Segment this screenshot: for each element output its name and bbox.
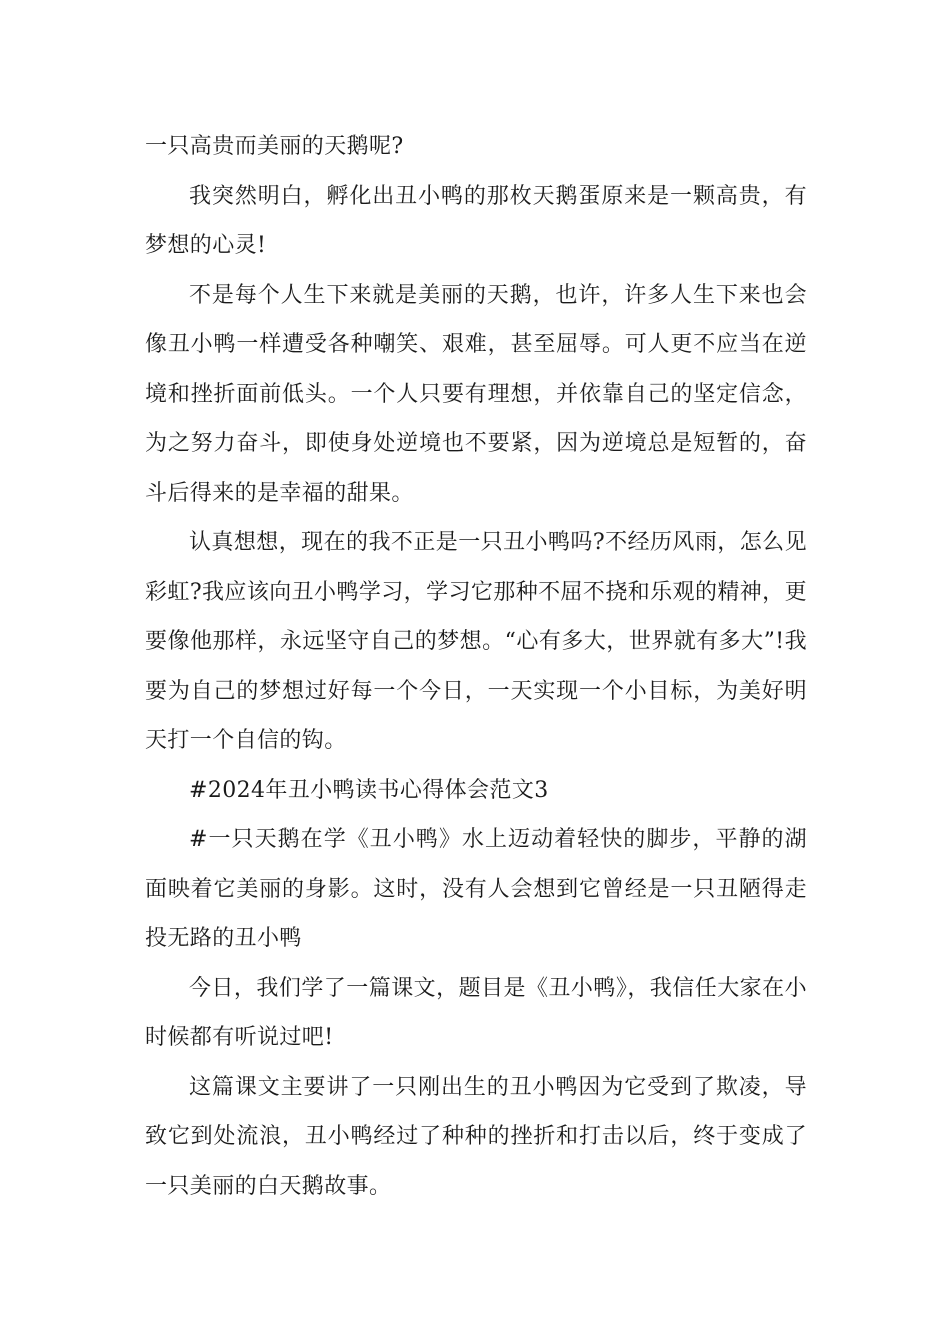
paragraph-3: 不是每个人生下来就是美丽的天鹅，也许，许多人生下来也会像丑小鸭一样遭受各种嘲笑、艰难，甚至屈辱。可人更不应当在逆境和挫折面前低头。一个人只要有理想，并依靠自己的坚定信念，为之努力奋斗，即使身处逆境也不要紧，因为逆境总是短暂的，奋斗后得来的是幸福的甜果。 — [145, 282, 807, 506]
paragraph-6: 今日，我们学了一篇课文，题目是《丑小鸭》，我信任大家在小时候都有听说过吧! — [145, 975, 807, 1050]
document-body — [145, 122, 807, 1211]
paragraph-4: 认真想想，现在的我不正是一只丑小鸭吗?不经历风雨，怎么见彩虹?我应该向丑小鸭学习，学习它那种不屈不挠和乐观的精神，更要像他那样，永远坚守自己的梦想。“心有多大，世界就有多大”!我要为自己的梦想过好每一个今日，一天实现一个小目标，为美好明天打一个自信的钩。 — [145, 530, 807, 753]
paragraph-2: 我突然明白，孵化出丑小鸭的那枚天鹅蛋原来是一颗高贵，有梦想的心灵! — [145, 183, 807, 258]
paragraph-1: 一只高贵而美丽的天鹅呢? — [145, 134, 404, 159]
paragraph-5: #一只天鹅在学《丑小鸭》水上迈动着轻快的脚步，平静的湖面映着它美丽的身影。这时，没有人会想到它曾经是一只丑陋得走投无路的丑小鸭 — [145, 827, 807, 951]
paragraph-7: 这篇课文主要讲了一只刚出生的丑小鸭因为它受到了欺凌，导致它到处流浪，丑小鸭经过了种种的挫折和打击以后，终于变成了一只美丽的白天鹅故事。 — [145, 1074, 807, 1199]
section-heading: #2024年丑小鸭读书心得体会范文3 — [189, 777, 549, 803]
